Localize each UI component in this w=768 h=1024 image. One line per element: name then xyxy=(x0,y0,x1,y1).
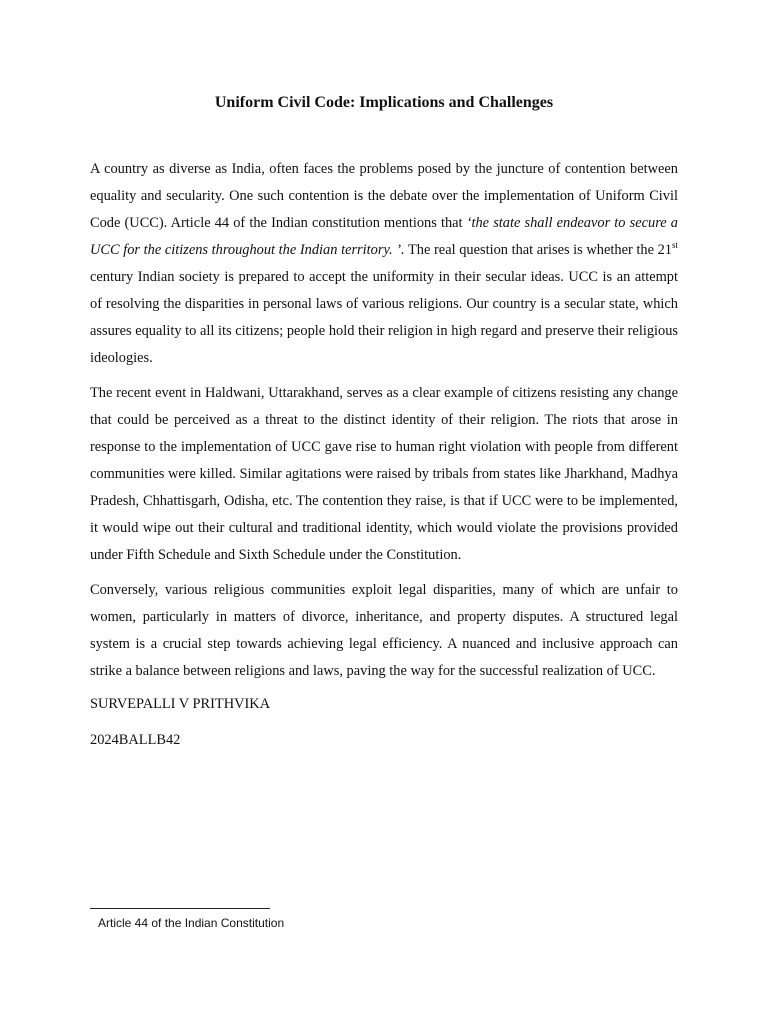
ordinal-superscript: st xyxy=(671,240,678,251)
document-body xyxy=(90,156,678,765)
paragraph-haldwani: The recent event in Haldwani, Uttarakhand, serves as a clear example of citizens resisting any change that could be perceived as a threat to the distinct identity of their religion. The riots that arose in response to the implementation of UCC gave rise to human right violation with people from different communities were killed. Similar agitations were raised by tribals from states like Jharkhand, Madhya Pradesh, Chhattisgarh, Odisha, etc. The contention they raise, is that if UCC were to be implemented, it would wipe out their cultural and traditional identity, which would violate the provisions provided under Fifth Schedule and Sixth Schedule under the Constitution. xyxy=(90,385,678,563)
roll-number: 2024BALLB42 xyxy=(90,732,181,748)
document-title: Uniform Civil Code: Implications and Challenges xyxy=(214,94,554,111)
paragraph-intro-text-3: century Indian society is prepared to accept the uniformity in their secular ideas. UCC is an attempt of resolving the disparities in personal laws of various religions. Our country is a secular state, which assures equality to all its citizens; people hold their religion in high regard and preserve their religious ideologies. xyxy=(90,269,678,366)
paragraph-intro xyxy=(90,156,678,372)
footnote-text: Article 44 of the Indian Constitution xyxy=(98,916,285,930)
paragraph-intro-text-2: The real question that arises is whether the 21 xyxy=(404,242,672,258)
author-name: SURVEPALLI V PRITHVIKA xyxy=(90,696,271,712)
paragraph-intro-text-1: A country as diverse as India, often faces the problems posed by the juncture of contention between equality and secularity. One such contention is the debate over the implementation of Uniform Civil Code (UCC). Article 44 of the Indian constitution mentions that xyxy=(90,161,678,231)
footnote-separator xyxy=(90,908,270,909)
constitution-quote: ‘the state shall endeavor to secure a UCC for the citizens throughout the Indian territory. ’. xyxy=(90,215,678,258)
paragraph-conclusion: Conversely, various religious communities exploit legal disparities, many of which are unfair to women, particularly in matters of divorce, inheritance, and property disputes. A structured legal system is a crucial step towards achieving legal efficiency. A nuanced and inclusive approach can strike a balance between religions and laws, paving the way for the successful realization of UCC. xyxy=(90,582,678,679)
